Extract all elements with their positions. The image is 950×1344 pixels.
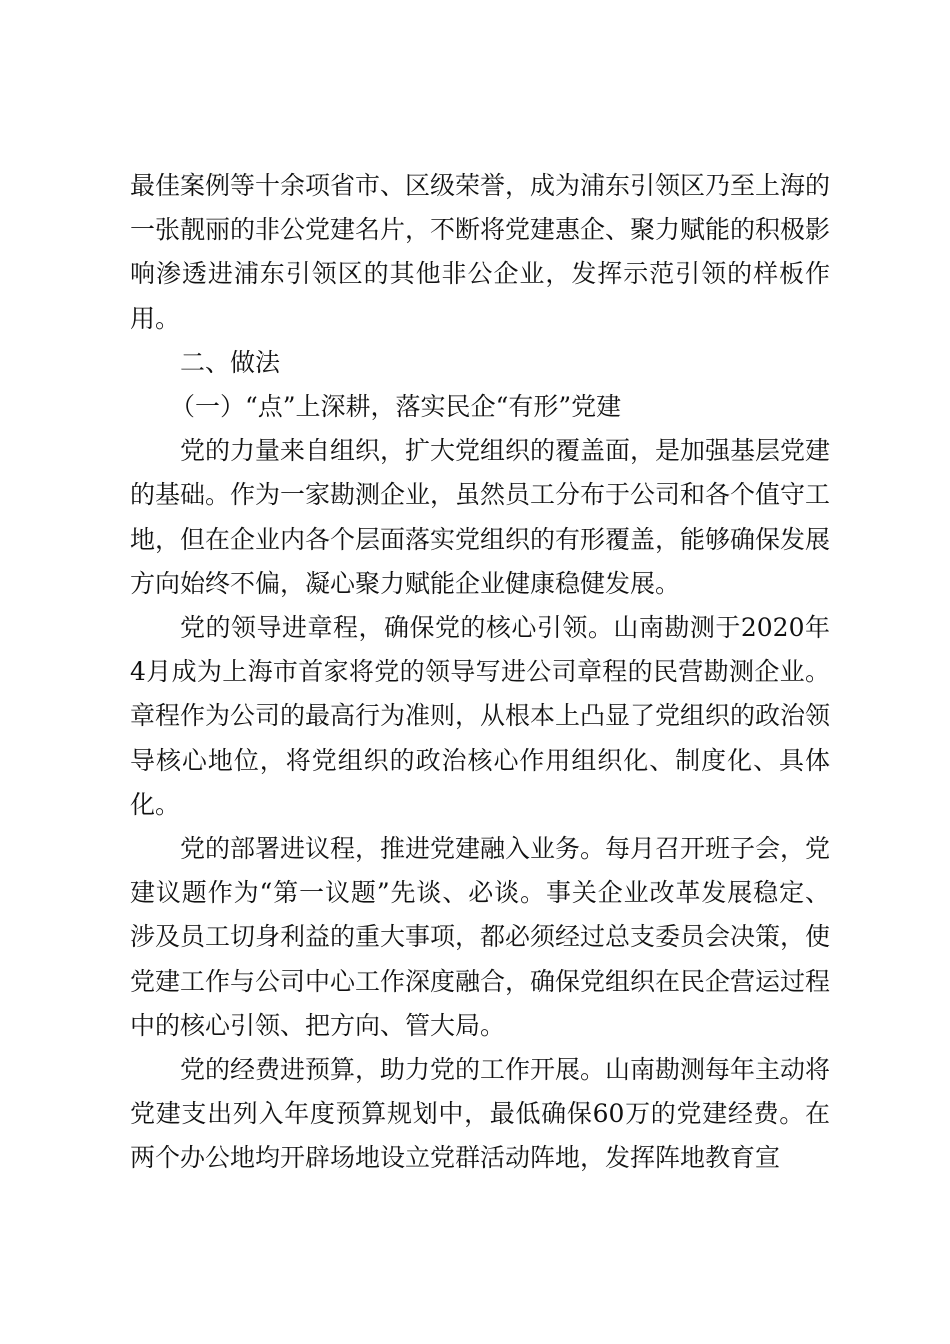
paragraph-budget: 党的经费进预算，助力党的工作开展。山南勘测每年主动将党建支出列入年度预算规划中，最低确保60万的党建经费。在两个办公地均开辟场地设立党群活动阵地，发挥阵地教育宣 — [130, 1055, 831, 1173]
subsection-heading-point: （一）“点”上深耕，落实民企“有形”党建 — [170, 392, 622, 422]
document-body — [130, 164, 830, 1181]
paragraph-honors-continued: 最佳案例等十余项省市、区级荣誉，成为浦东引领区乃至上海的一张靓丽的非公党建名片，不断将党建惠企、聚力赋能的积极影响渗透进浦东引领区的其他非公企业，发挥示范引领的样板作用。 — [130, 171, 831, 333]
paragraph-organization: 党的力量来自组织，扩大党组织的覆盖面，是加强基层党建的基础。作为一家勘测企业，虽然员工分布于公司和各个值守工地，但在企业内各个层面落实党组织的有形覆盖，能够确保发展方向始终不偏，凝心聚力赋能企业健康稳健发展。 — [130, 436, 831, 598]
paragraph-charter: 党的领导进章程，确保党的核心引领。山南勘测于2020年4月成为上海市首家将党的领导写进公司章程的民营勘测企业。章程作为公司的最高行为准则，从根本上凸显了党组织的政治领导核心地位，将党组织的政治核心作用组织化、制度化、具体化。 — [130, 613, 831, 819]
section-heading-methods: 二、做法 — [180, 347, 281, 377]
paragraph-agenda: 党的部署进议程，推进党建融入业务。每月召开班子会，党建议题作为“第一议题”先谈、必谈。事关企业改革发展稳定、涉及员工切身利益的重大事项，都必须经过总支委员会决策，使党建工作与公司中心工作深度融合，确保党组织在民企营运过程中的核心引领、把方向、管大局。 — [130, 834, 831, 1040]
